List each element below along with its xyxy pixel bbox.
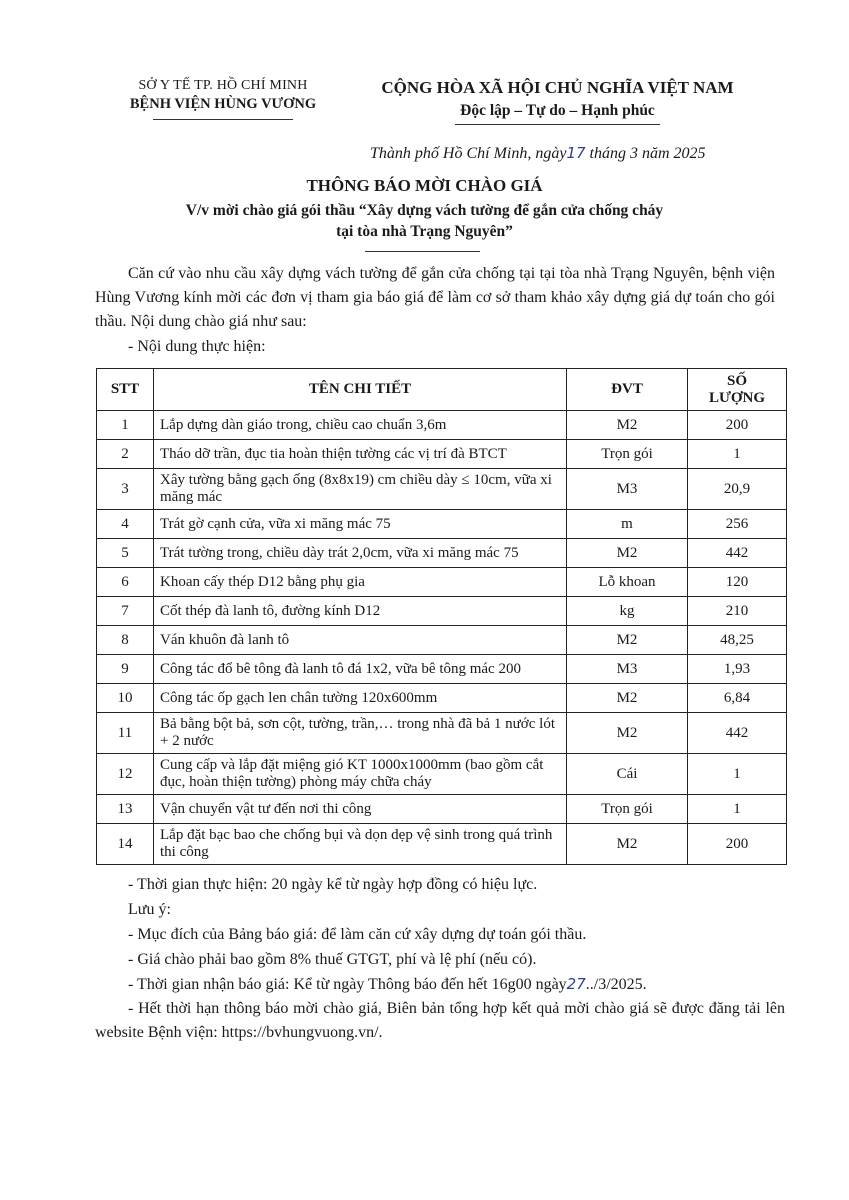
row-stt: 7	[97, 597, 154, 626]
row-unit: M2	[567, 626, 688, 655]
row-stt: 8	[97, 626, 154, 655]
row-name: Vận chuyển vật tư đến nơi thi công	[154, 795, 567, 824]
table-row	[97, 568, 787, 597]
row-stt: 5	[97, 539, 154, 568]
table-header-row	[97, 369, 787, 411]
row-unit: Trọn gói	[567, 440, 688, 469]
implementation-time: - Thời gian thực hiện: 20 ngày kể từ ngày hợp đồng có hiệu lực.	[128, 876, 538, 893]
row-unit: Lỗ khoan	[567, 568, 688, 597]
row-unit: M3	[567, 469, 688, 510]
intro-paragraph: Căn cứ vào nhu cầu xây dựng vách tường để gắn cửa chống tại tại tòa nhà Trạng Nguyên, bệnh viện Hùng Vương kính mời các đơn vị tham gia báo giá để làm cơ sở tham khảo xây dựng giá dự toán cho gói thầu. Nội dung chào giá như sau:	[95, 265, 775, 330]
row-stt: 4	[97, 510, 154, 539]
row-quantity: 1	[688, 440, 787, 469]
table-row	[97, 440, 787, 469]
header-name: TÊN CHI TIẾT	[154, 369, 567, 411]
row-unit: M2	[567, 684, 688, 713]
note-expiry: - Hết thời hạn thông báo mời chào giá, Biên bản tổng hợp kết quả mời chào giá sẽ được đăng tải lên website Bệnh viện: https://bvhungvuong.vn/.	[95, 1000, 785, 1041]
date-suffix: tháng 3 năm 2025	[589, 145, 706, 162]
row-stt: 6	[97, 568, 154, 597]
row-name: Công tác ốp gạch len chân tường 120x600mm	[154, 684, 567, 713]
table-row	[97, 539, 787, 568]
note-label: Lưu ý:	[128, 901, 171, 918]
document-title: THÔNG BÁO MỜI CHÀO GIÁ	[306, 176, 543, 195]
table-row	[97, 626, 787, 655]
row-stt: 9	[97, 655, 154, 684]
table-row	[97, 411, 787, 440]
row-quantity: 210	[688, 597, 787, 626]
row-quantity: 6,84	[688, 684, 787, 713]
row-unit: M2	[567, 713, 688, 754]
row-name: Ván khuôn đà lanh tô	[154, 626, 567, 655]
row-quantity: 256	[688, 510, 787, 539]
row-name: Khoan cấy thép D12 bằng phụ gia	[154, 568, 567, 597]
header-qty	[688, 369, 787, 411]
row-name: Xây tường bằng gạch ống (8x8x19) cm chiều dày ≤ 10cm, vữa xi măng mác	[154, 469, 567, 510]
subtitle-line-2: tại tòa nhà Trạng Nguyên”	[336, 223, 513, 240]
notes-section	[95, 872, 785, 1045]
header-qty-line-1: SỐ	[726, 372, 747, 389]
row-name: Trát gờ cạnh cửa, vữa xi măng mác 75	[154, 510, 567, 539]
row-unit: kg	[567, 597, 688, 626]
row-stt: 3	[97, 469, 154, 510]
table-row	[97, 684, 787, 713]
national-title: CỘNG HÒA XÃ HỘI CHỦ NGHĨA VIỆT NAM	[381, 78, 734, 97]
date-prefix: Thành phố Hồ Chí Minh, ngày	[370, 145, 567, 162]
header-qty-line-2: LƯỢNG	[708, 389, 766, 406]
table-row	[97, 469, 787, 510]
row-quantity: 442	[688, 713, 787, 754]
row-stt: 12	[97, 754, 154, 795]
note-deadline	[95, 972, 785, 997]
content-label: - Nội dung thực hiện:	[128, 338, 266, 355]
row-quantity: 200	[688, 411, 787, 440]
row-quantity: 1,93	[688, 655, 787, 684]
document-subtitle	[0, 200, 849, 242]
table-row	[97, 824, 787, 865]
national-header	[360, 78, 755, 125]
issuer-header	[98, 78, 348, 120]
row-name: Tháo dỡ trần, đục tia hoàn thiện tường các vị trí đà BTCT	[154, 440, 567, 469]
table-row	[97, 597, 787, 626]
row-quantity: 20,9	[688, 469, 787, 510]
row-unit: M2	[567, 824, 688, 865]
motto-underline	[455, 124, 660, 125]
date-line	[370, 144, 706, 163]
row-unit: m	[567, 510, 688, 539]
row-name: Cốt thép đà lanh tô, đường kính D12	[154, 597, 567, 626]
header-dvt: ĐVT	[567, 369, 688, 411]
table-row	[97, 754, 787, 795]
row-unit: M3	[567, 655, 688, 684]
handwritten-deadline-day: 27	[566, 975, 586, 993]
table-row	[97, 713, 787, 754]
table-row	[97, 795, 787, 824]
subtitle-underline	[365, 251, 480, 252]
row-stt: 1	[97, 411, 154, 440]
row-unit: Cái	[567, 754, 688, 795]
table-row	[97, 655, 787, 684]
row-name: Lắp đặt bạc bao che chống bụi và dọn dẹp vệ sinh trong quá trình thi công	[154, 824, 567, 865]
work-items-table	[96, 368, 787, 865]
row-unit: M2	[567, 539, 688, 568]
deadline-suffix: ../3/2025.	[585, 976, 647, 993]
issuer-hospital: BỆNH VIỆN HÙNG VƯƠNG	[129, 96, 317, 112]
table-row	[97, 510, 787, 539]
row-name: Bả bằng bột bả, sơn cột, tường, trần,… trong nhà đã bả 1 nước lót + 2 nước	[154, 713, 567, 754]
row-name: Lắp dựng dàn giáo trong, chiều cao chuẩn 3,6m	[154, 411, 567, 440]
row-stt: 13	[97, 795, 154, 824]
table-body	[97, 411, 787, 865]
row-stt: 11	[97, 713, 154, 754]
row-quantity: 48,25	[688, 626, 787, 655]
row-quantity: 1	[688, 795, 787, 824]
row-name: Trát tường trong, chiều dày trát 2,0cm, vữa xi măng mác 75	[154, 539, 567, 568]
row-unit: Trọn gói	[567, 795, 688, 824]
row-stt: 14	[97, 824, 154, 865]
row-name: Công tác đổ bê tông đà lanh tô đá 1x2, vữa bê tông mác 200	[154, 655, 567, 684]
national-motto: Độc lập – Tự do – Hạnh phúc	[460, 102, 655, 119]
row-stt: 10	[97, 684, 154, 713]
row-quantity: 442	[688, 539, 787, 568]
deadline-prefix: - Thời gian nhận báo giá: Kể từ ngày Thông báo đến hết 16g00 ngày	[128, 976, 567, 993]
note-purpose: - Mục đích của Bảng báo giá: để làm căn cứ xây dựng dự toán gói thầu.	[128, 926, 587, 943]
issuer-department: SỞ Y TẾ TP. HỒ CHÍ MINH	[138, 78, 308, 93]
handwritten-day: 17	[566, 144, 586, 162]
issuer-underline	[153, 119, 293, 120]
row-stt: 2	[97, 440, 154, 469]
row-name: Cung cấp và lắp đặt miệng gió KT 1000x1000mm (bao gồm cắt đục, hoàn thiện tường) phòng máy chữa cháy	[154, 754, 567, 795]
note-vat: - Giá chào phải bao gồm 8% thuế GTGT, phí và lệ phí (nếu có).	[128, 951, 537, 968]
row-quantity: 120	[688, 568, 787, 597]
row-quantity: 200	[688, 824, 787, 865]
subtitle-line-1: V/v mời chào giá gói thầu “Xây dựng vách tường để gắn cửa chống cháy	[185, 202, 664, 219]
row-unit: M2	[567, 411, 688, 440]
header-stt: STT	[97, 369, 154, 411]
row-quantity: 1	[688, 754, 787, 795]
